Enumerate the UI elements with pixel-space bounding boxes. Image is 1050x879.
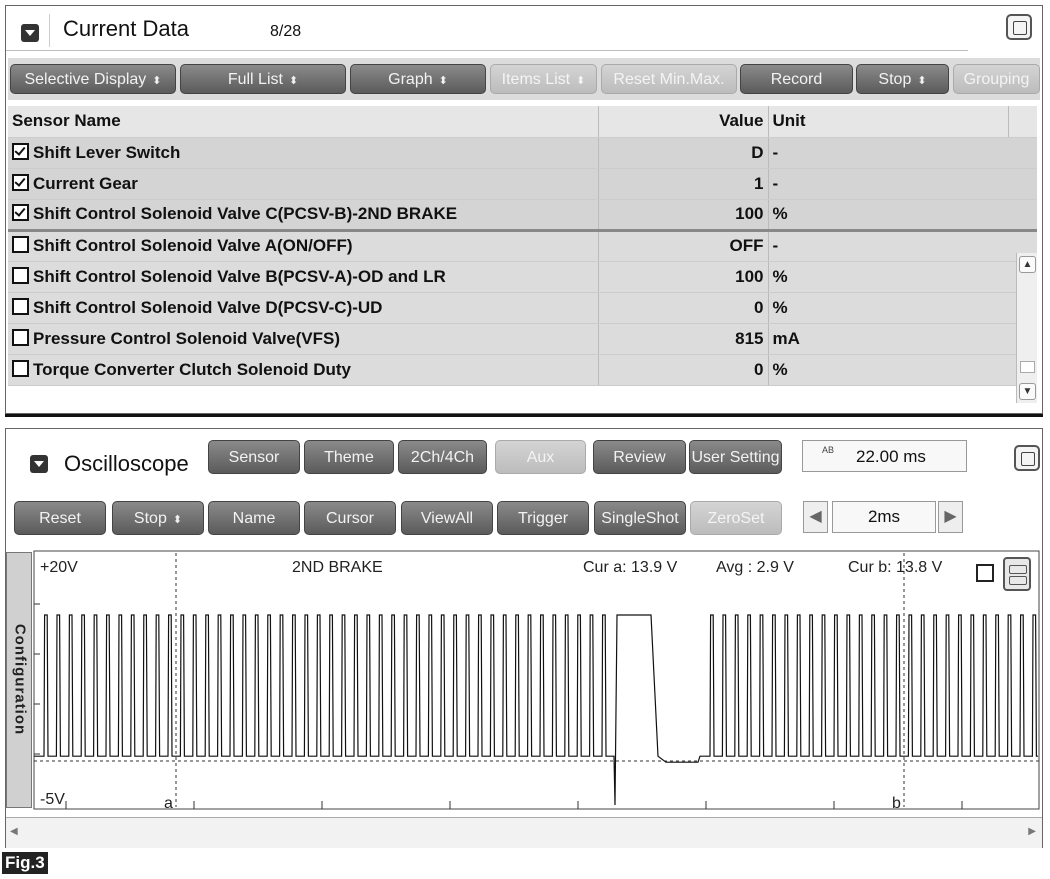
row-checkbox[interactable] <box>12 143 29 160</box>
row-checkbox[interactable] <box>12 204 29 221</box>
page-counter: 8/28 <box>270 23 302 40</box>
osc-button-zeroset[interactable] <box>690 501 782 535</box>
sensor-name-cell <box>8 323 598 354</box>
timebase-value: 2ms <box>832 501 936 533</box>
sensor-name: Current Gear <box>33 173 138 193</box>
osc-button-label: Trigger <box>517 510 569 527</box>
cursor-a-label: a <box>164 795 173 812</box>
osc-button-stop[interactable] <box>112 501 204 535</box>
sensor-value: OFF <box>598 230 768 261</box>
sensor-value: 0 <box>598 354 768 385</box>
v-max-label: +20V <box>40 559 78 576</box>
table-row[interactable] <box>8 354 1037 385</box>
sensor-name-cell <box>8 292 598 323</box>
time-icon: AB <box>822 445 835 455</box>
osc-button-sensor[interactable]: Sensor <box>208 440 300 474</box>
configuration-label: Configuration <box>11 623 29 736</box>
sensor-unit: % <box>768 354 1008 385</box>
osc-button-label: ZeroSet <box>707 510 765 527</box>
table-row[interactable] <box>8 168 1037 199</box>
oscilloscope-screen <box>6 549 1042 811</box>
row-filler <box>1008 199 1037 230</box>
sensor-name-cell <box>8 168 598 199</box>
toolbar-button-label: Reset Min.Max. <box>613 71 725 88</box>
osc-button-label: Cursor <box>325 510 374 527</box>
collapse-icon[interactable] <box>21 24 39 42</box>
sensor-unit: % <box>768 199 1008 230</box>
table-scrollbar[interactable] <box>1016 253 1037 403</box>
toolbar-button-selective-display[interactable] <box>10 64 176 94</box>
toolbar-button-label: Items List <box>501 71 571 88</box>
updown-arrow-icon: ⬍ <box>438 75 448 87</box>
channel-name: 2ND BRAKE <box>292 559 383 576</box>
toolbar-button-label: Full List <box>227 71 283 88</box>
collapse-icon[interactable] <box>30 455 48 473</box>
channel-checkbox[interactable] <box>976 564 994 582</box>
scroll-right-icon[interactable]: ▶ <box>1028 826 1036 837</box>
plot-frame <box>34 551 1039 809</box>
sensor-value: 1 <box>598 168 768 199</box>
maximize-icon[interactable] <box>1006 14 1032 40</box>
toolbar-button-label: Record <box>770 71 823 88</box>
sensor-name-cell <box>8 199 598 230</box>
sensor-name-cell <box>8 230 598 261</box>
sensor-unit: % <box>768 292 1008 323</box>
toolbar-button-label: Grouping <box>963 71 1030 88</box>
osc-button-label: Name <box>232 510 276 527</box>
scroll-thumb[interactable] <box>1020 361 1035 373</box>
osc-button-label: ViewAll <box>420 510 474 527</box>
sensor-value: 100 <box>598 199 768 230</box>
toolbar-button-label: Selective Display <box>24 71 147 88</box>
updown-arrow-icon: ⬍ <box>288 75 299 87</box>
updown-arrow-icon: ⬍ <box>917 75 927 87</box>
toolbar-button-items-list[interactable] <box>490 64 597 94</box>
sensor-name: Shift Control Solenoid Valve B(PCSV-A)-OD and LR <box>33 266 446 286</box>
avg-readout: Avg : 2.9 V <box>716 559 794 576</box>
scroll-left-icon[interactable]: ◀ <box>10 826 18 837</box>
column-header-sensor[interactable]: Sensor Name <box>8 106 598 137</box>
sensor-value: 100 <box>598 261 768 292</box>
panel-title: Oscilloscope <box>64 451 189 476</box>
sensor-name-cell <box>8 261 598 292</box>
osc-button-aux[interactable]: Aux <box>495 440 586 474</box>
figure-label: Fig.3 <box>2 852 48 874</box>
maximize-icon[interactable] <box>1014 445 1040 471</box>
osc-button-theme[interactable]: Theme <box>304 440 394 474</box>
cursor-b-readout: Cur b: 13.8 V <box>848 559 943 576</box>
table-row[interactable] <box>8 230 1037 261</box>
row-filler <box>1008 137 1037 168</box>
sensor-name: Shift Control Solenoid Valve C(PCSV-B)-2ND BRAKE <box>33 204 458 223</box>
sensor-unit: % <box>768 261 1008 292</box>
row-checkbox[interactable] <box>12 267 29 284</box>
row-checkbox[interactable] <box>12 360 29 377</box>
channel-settings-icon[interactable] <box>1003 557 1031 591</box>
osc-button-label: Stop <box>133 510 167 527</box>
osc-button-viewall[interactable] <box>401 501 493 535</box>
sensor-value: 0 <box>598 292 768 323</box>
sensor-unit: - <box>768 230 1008 261</box>
toolbar-button-record[interactable] <box>740 64 853 94</box>
updown-arrow-icon: ⬍ <box>172 514 183 526</box>
sensor-name: Shift Control Solenoid Valve D(PCSV-C)-UD <box>33 297 383 317</box>
waveform-plot <box>6 549 1042 811</box>
sensor-value: 815 <box>598 323 768 354</box>
timebase-increase-icon[interactable]: ▶ <box>938 501 963 533</box>
current-data-panel <box>5 5 1043 414</box>
timebase-decrease-icon[interactable]: ◀ <box>803 501 828 533</box>
row-filler <box>1008 168 1037 199</box>
cursor-a-readout: Cur a: 13.9 V <box>583 559 678 576</box>
horizontal-scrollbar[interactable] <box>6 817 1042 848</box>
sensor-name: Shift Lever Switch <box>33 142 181 162</box>
column-header-unit[interactable]: Unit <box>768 106 1008 137</box>
column-header-value[interactable]: Value <box>598 106 768 137</box>
toolbar-button-label: Graph <box>388 71 433 88</box>
toolbar-button-stop[interactable] <box>856 64 949 94</box>
osc-button-2ch-4ch[interactable]: 2Ch/4Ch <box>398 440 487 474</box>
cursor-b-label: b <box>892 795 901 812</box>
sensor-name: Pressure Control Solenoid Valve(VFS) <box>33 328 341 348</box>
panel-title: Current Data <box>63 16 189 41</box>
osc-button-label: SingleShot <box>601 510 679 527</box>
table-header <box>8 106 1037 137</box>
panel-divider <box>5 414 1043 417</box>
table-row[interactable] <box>8 261 1037 292</box>
title-underline <box>6 50 968 51</box>
time-readout: 22.00 ms <box>856 447 926 466</box>
sensor-unit: - <box>768 137 1008 168</box>
row-checkbox[interactable] <box>12 236 29 253</box>
sensor-table <box>8 106 1037 386</box>
scroll-up-icon[interactable]: ▲ <box>1019 256 1036 273</box>
title-divider <box>49 14 50 47</box>
sensor-unit: - <box>768 168 1008 199</box>
row-checkbox[interactable] <box>12 298 29 315</box>
toolbar-button-full-list[interactable] <box>180 64 346 94</box>
row-checkbox[interactable] <box>12 174 29 191</box>
osc-button-name[interactable] <box>208 501 300 535</box>
sensor-name: Torque Converter Clutch Solenoid Duty <box>33 359 351 379</box>
toolbar-button-label: Stop <box>878 71 912 88</box>
table-row[interactable] <box>8 137 1037 168</box>
toolbar-button-grouping[interactable] <box>953 64 1040 94</box>
updown-arrow-icon: ⬍ <box>576 75 586 87</box>
scroll-down-icon[interactable]: ▼ <box>1019 383 1036 400</box>
toolbar-button-reset-min-max[interactable] <box>601 64 737 94</box>
sensor-name-cell <box>8 354 598 385</box>
sensor-unit: mA <box>768 323 1008 354</box>
osc-button-singleshot[interactable] <box>594 501 686 535</box>
sensor-value: D <box>598 137 768 168</box>
v-min-label: -5V <box>40 791 65 808</box>
osc-button-user-setting[interactable]: User Setting <box>689 440 782 474</box>
toolbar-button-graph[interactable] <box>350 64 486 94</box>
current-data-toolbar <box>8 58 1040 100</box>
table-row[interactable] <box>8 292 1037 323</box>
oscilloscope-panel <box>5 428 1043 848</box>
updown-arrow-icon: ⬍ <box>152 75 162 87</box>
time-readout-box <box>802 440 967 472</box>
osc-button-label: Reset <box>39 510 81 527</box>
row-checkbox[interactable] <box>12 329 29 346</box>
osc-button-review[interactable]: Review <box>593 440 686 474</box>
sensor-name-cell <box>8 137 598 168</box>
column-header-filler <box>1008 106 1037 137</box>
osc-button-reset[interactable] <box>14 501 106 535</box>
osc-button-trigger[interactable] <box>497 501 589 535</box>
table-row[interactable] <box>8 199 1037 230</box>
osc-button-cursor[interactable] <box>304 501 396 535</box>
sensor-name: Shift Control Solenoid Valve A(ON/OFF) <box>33 236 353 255</box>
table-row[interactable] <box>8 323 1037 354</box>
